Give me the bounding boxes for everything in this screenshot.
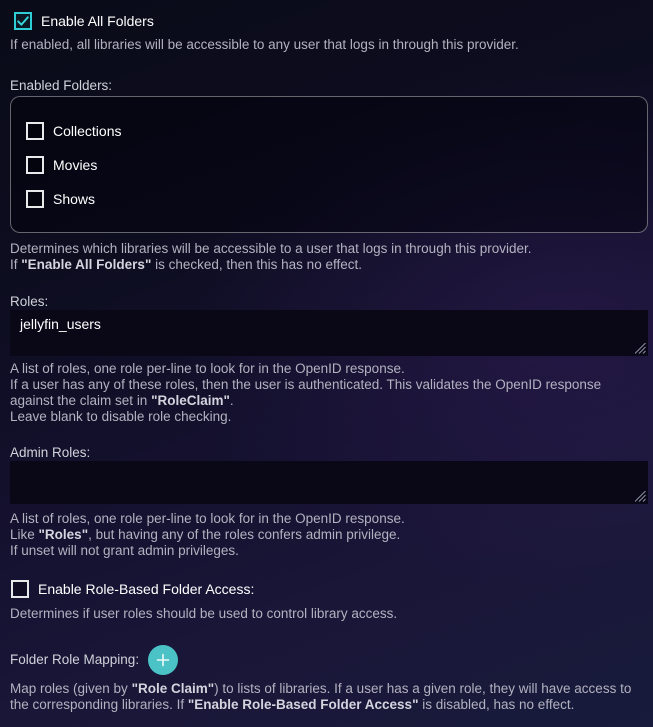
role-based-folder-access-checkbox[interactable] <box>11 580 29 598</box>
roles-help-text: A list of roles, one role per-line to look for in the OpenID response. If a user has any of these roles, then the user is authenticated. This validates the OpenID response against the claim set in "RoleClaim". Leave blank to disable role checking. <box>10 361 602 424</box>
textarea-resize-handle[interactable] <box>635 343 646 354</box>
enabled-folders-label: Enabled Folders: <box>10 78 113 93</box>
admin-roles-textarea-wrap <box>10 461 648 504</box>
enabled-folders-fieldset <box>10 96 648 233</box>
folder-checkbox-collections[interactable] <box>26 122 44 140</box>
add-folder-role-mapping-button[interactable] <box>148 645 178 675</box>
folder-role-mapping-label: Folder Role Mapping: <box>10 652 140 667</box>
folder-checkbox-movies[interactable] <box>26 156 44 174</box>
folder-label-movies: Movies <box>53 157 98 173</box>
admin-roles-label: Admin Roles: <box>10 445 91 460</box>
folder-checkbox-row-shows[interactable] <box>26 190 647 208</box>
enable-all-folders-help-text: If enabled, all libraries will be accessible to any user that logs in through this provider. <box>10 37 519 52</box>
plus-icon <box>155 652 171 668</box>
enable-all-folders-checkbox[interactable] <box>14 12 32 30</box>
folder-checkbox-shows[interactable] <box>26 190 44 208</box>
enable-all-folders-checkbox-row[interactable] <box>14 12 648 30</box>
folder-role-mapping-help-text: Map roles (given by "Role Claim") to lists of libraries. If a user has a given role, they will have access to the corresponding libraries. If "Enable Role-Based Folder Access" is disabled, has no effect. <box>10 681 632 712</box>
textarea-resize-handle[interactable] <box>635 491 646 502</box>
role-based-folder-access-checkbox-row[interactable] <box>11 580 648 598</box>
admin-roles-textarea[interactable] <box>10 461 648 504</box>
enable-all-folders-label: Enable All Folders <box>41 13 154 29</box>
enabled-folders-help-text: Determines which libraries will be accessible to a user that logs in through this provider. If "Enable All Folders" is checked, then this has no effect. <box>10 241 532 272</box>
folder-checkbox-row-movies[interactable] <box>26 156 647 174</box>
folder-label-collections: Collections <box>53 123 122 139</box>
role-based-folder-access-label: Enable Role-Based Folder Access: <box>38 581 255 597</box>
roles-textarea-wrap <box>10 310 648 356</box>
roles-textarea[interactable] <box>10 310 648 356</box>
admin-roles-help-text: A list of roles, one role per-line to look for in the OpenID response. Like "Roles", but having any of the roles confers admin privilege. If unset will not grant admin privileges. <box>10 511 405 558</box>
checkmark-icon <box>16 14 30 28</box>
roles-label: Roles: <box>10 294 49 309</box>
role-based-folder-access-help-text: Determines if user roles should be used to control library access. <box>10 606 398 621</box>
folder-role-mapping-row <box>10 645 648 675</box>
folder-label-shows: Shows <box>53 191 96 207</box>
folder-checkbox-row-collections[interactable] <box>26 122 647 140</box>
